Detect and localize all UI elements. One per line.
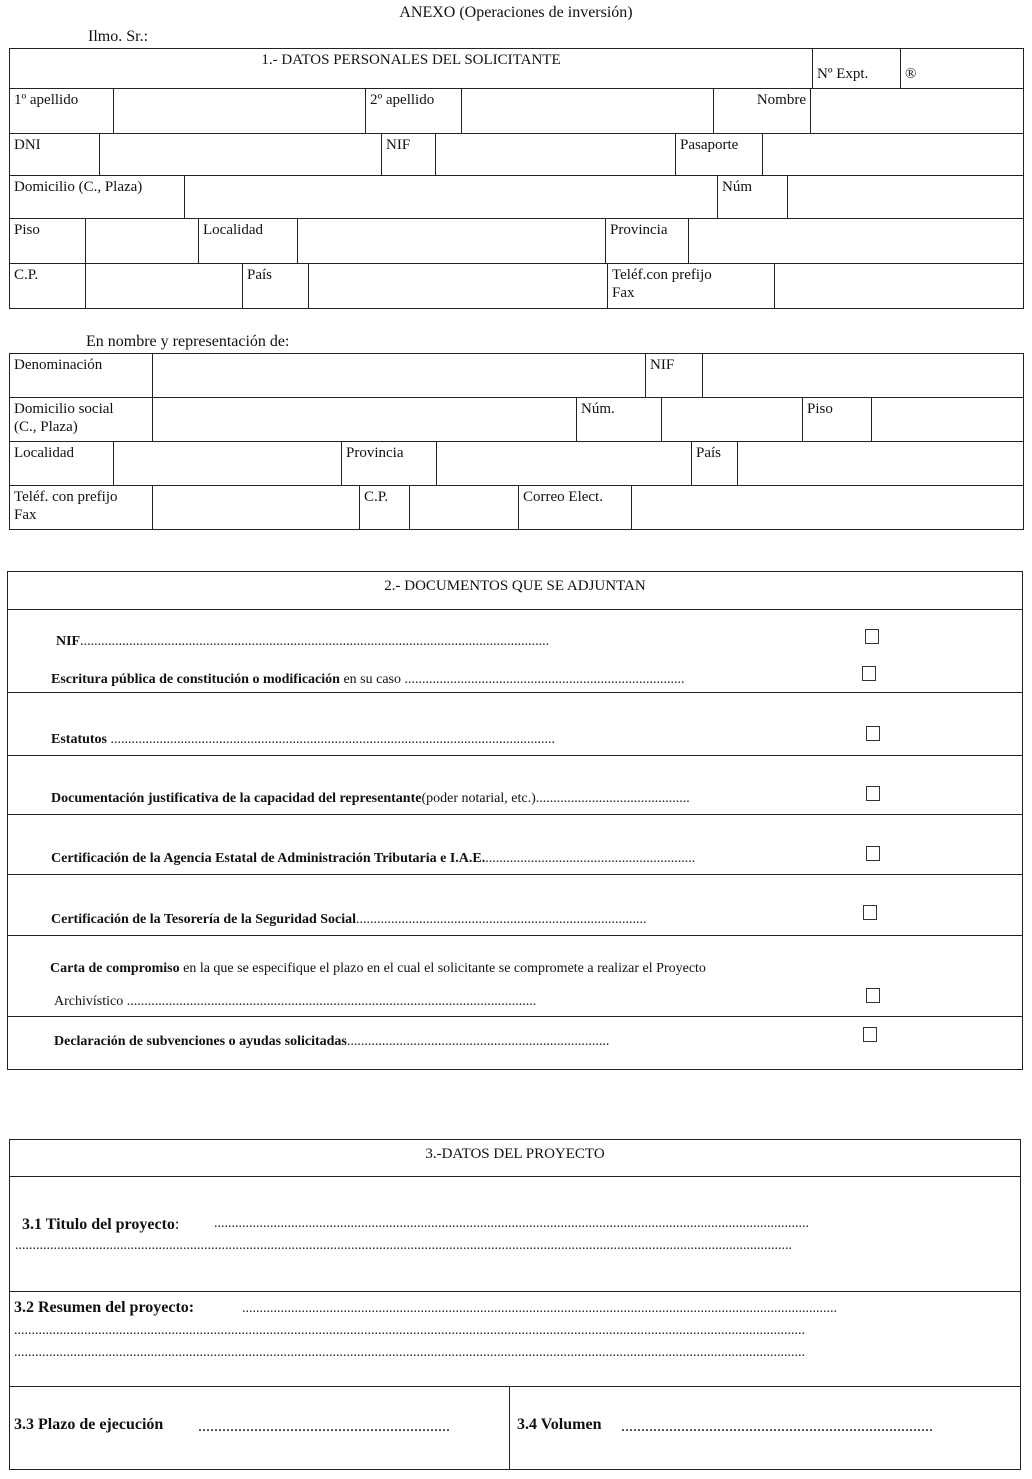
plazo-label: 3.3 Plazo de ejecución xyxy=(14,1416,164,1433)
divider xyxy=(7,874,1023,875)
checkbox-subvenciones[interactable] xyxy=(863,1027,877,1042)
telef-label xyxy=(608,264,775,309)
nif-label: NIF xyxy=(382,134,436,176)
leader-dots: ................................................................................ xyxy=(401,672,685,687)
resumen-dots-3[interactable]: .................................................................................................................................................................................................................................. xyxy=(14,1345,805,1360)
divider xyxy=(509,1386,510,1470)
domicilio-social-text: Domicilio social xyxy=(14,401,114,417)
leader-dots: ................................................................................... xyxy=(356,912,647,927)
doc-item-rest: (poder notarial, etc.) xyxy=(421,791,536,806)
denominacion-field[interactable] xyxy=(153,354,646,398)
checkbox-carta[interactable] xyxy=(866,988,880,1003)
dni-label: DNI xyxy=(10,134,100,176)
expt-label: Nº Expt. xyxy=(813,49,901,89)
apellido1-label: 1º apellido xyxy=(10,89,114,134)
rep-cp-field[interactable] xyxy=(410,486,519,530)
apellido2-label: 2º apellido xyxy=(366,89,462,134)
doc-item-carta-line2 xyxy=(54,994,844,1010)
resumen-dots-2[interactable]: .................................................................................................................................................................................................................................. xyxy=(14,1323,805,1338)
piso-label: Piso xyxy=(10,219,86,264)
divider xyxy=(7,755,1023,756)
rep-num-label: Núm. xyxy=(577,398,662,442)
rep-telef-field[interactable] xyxy=(153,486,360,530)
doc-item-agencia xyxy=(51,851,846,867)
leader-dots: ........................................................................... xyxy=(346,1034,610,1049)
plazo-dots[interactable]: ............................................................... xyxy=(198,1418,450,1435)
titulo-label: 3.1 Titulo del proyecto: xyxy=(22,1216,180,1233)
rep-piso-label: Piso xyxy=(803,398,872,442)
doc-item-capacidad xyxy=(51,791,843,807)
fax-text: Fax xyxy=(612,285,635,301)
rep-fax-text: Fax xyxy=(14,507,37,523)
rep-provincia-label: Provincia xyxy=(342,442,437,486)
rep-telef-text: Teléf. con prefijo xyxy=(14,489,118,505)
checkbox-tesoreria[interactable] xyxy=(863,905,877,920)
domicilio-social-text2: (C., Plaza) xyxy=(14,419,78,435)
rep-nif-label: NIF xyxy=(646,354,703,398)
doc-item-rest: en la que se especifique el plazo en el cual el solicitante se compromete a realizar el Proyecto xyxy=(179,961,706,976)
leader-dots: ............................................ xyxy=(535,791,690,806)
domicilio-field[interactable] xyxy=(185,176,718,219)
registered-mark: ® xyxy=(901,49,1024,89)
nif-field[interactable] xyxy=(436,134,676,176)
localidad-label: Localidad xyxy=(199,219,298,264)
doc-item-carta xyxy=(50,961,900,977)
doc-item-estatutos xyxy=(51,732,841,748)
doc-item-rest: en su caso xyxy=(339,672,401,687)
volumen-dots[interactable]: .............................................................................. xyxy=(621,1418,933,1435)
piso-field[interactable] xyxy=(86,219,199,264)
divider xyxy=(7,1016,1023,1017)
volumen-label: 3.4 Volumen xyxy=(517,1416,602,1433)
doc-item-label: Carta de compromiso xyxy=(50,961,180,976)
rep-piso-field[interactable] xyxy=(872,398,1024,442)
rep-cp-label: C.P. xyxy=(360,486,410,530)
divider xyxy=(7,814,1023,815)
section2-heading: 2.- DOCUMENTOS QUE SE ADJUNTAN xyxy=(384,578,646,594)
domicilio-label: Domicilio (C., Plaza) xyxy=(10,176,185,219)
divider xyxy=(7,935,1023,936)
representation-table-row3 xyxy=(9,441,1024,486)
titulo-label-text: 3.1 Titulo del proyecto xyxy=(22,1216,175,1233)
checkbox-agencia[interactable] xyxy=(866,846,880,861)
denominacion-label: Denominación xyxy=(10,354,153,398)
nombre-field[interactable] xyxy=(811,89,1024,134)
doc-item-escritura xyxy=(51,672,841,688)
rep-pais-label: País xyxy=(692,442,738,486)
pasaporte-label: Pasaporte xyxy=(676,134,763,176)
cp-row xyxy=(9,263,1024,309)
rep-localidad-field[interactable] xyxy=(114,442,342,486)
name-row xyxy=(9,88,1024,134)
representation-heading: En nombre y representación de: xyxy=(86,333,290,350)
divider xyxy=(7,609,1023,610)
leader-dots: ............................................................ xyxy=(485,851,696,866)
pasaporte-field[interactable] xyxy=(763,134,1024,176)
rep-telef-label xyxy=(10,486,153,530)
salutation: Ilmo. Sr.: xyxy=(88,28,149,45)
doc-item-label: Declaración de subvenciones o ayudas solicitadas xyxy=(54,1034,347,1049)
checkbox-escritura[interactable] xyxy=(862,666,876,681)
nombre-label: Nombre xyxy=(714,89,811,134)
representation-table-row2 xyxy=(9,397,1024,442)
provincia-label: Provincia xyxy=(606,219,689,264)
apellido2-field[interactable] xyxy=(462,89,714,134)
rep-localidad-label: Localidad xyxy=(10,442,114,486)
divider xyxy=(7,692,1023,693)
leader-dots: ...................................................................................................................................... xyxy=(80,634,550,649)
doc-item-rest: Archivístico xyxy=(54,994,124,1009)
divider xyxy=(9,1386,1021,1387)
telef-text: Teléf.con prefijo xyxy=(612,267,712,283)
provincia-field[interactable] xyxy=(689,219,1024,264)
doc-item-label: Certificación de la Tesorería de la Seguridad Social xyxy=(51,912,357,927)
divider xyxy=(9,1176,1021,1177)
titulo-dots-1[interactable]: .......................................................................................................................................................................... xyxy=(214,1216,809,1231)
checkbox-capacidad[interactable] xyxy=(866,786,880,801)
num-label: Núm xyxy=(718,176,788,219)
cp-field[interactable] xyxy=(86,264,243,309)
titulo-dots-2[interactable]: .............................................................................................................................................................................................................................. xyxy=(15,1238,792,1253)
doc-item-subvenciones xyxy=(54,1034,839,1050)
dni-field[interactable] xyxy=(100,134,382,176)
resumen-label: 3.2 Resumen del proyecto: xyxy=(14,1299,195,1316)
doc-item-label: Estatutos xyxy=(51,732,108,747)
cp-label: C.P. xyxy=(10,264,86,309)
doc-item-label: Documentación justificativa de la capacidad del representante xyxy=(51,791,422,806)
rep-provincia-field[interactable] xyxy=(437,442,692,486)
piso-row xyxy=(9,218,1024,264)
num-field[interactable] xyxy=(788,176,1024,219)
rep-num-field[interactable] xyxy=(662,398,803,442)
rep-correo-field[interactable] xyxy=(632,486,1024,530)
rep-pais-field[interactable] xyxy=(738,442,1024,486)
doc-item-label: Escritura pública de constitución o modificación xyxy=(51,672,340,687)
domicilio-social-label xyxy=(10,398,153,442)
section1-heading: 1.- DATOS PERSONALES DEL SOLICITANTE xyxy=(10,49,813,89)
checkbox-nif[interactable] xyxy=(865,629,879,644)
pais-label: País xyxy=(243,264,309,309)
doc-item-label: NIF xyxy=(56,634,81,649)
localidad-field[interactable] xyxy=(298,219,606,264)
doc-item-nif xyxy=(56,634,836,650)
telef-field[interactable] xyxy=(775,264,1024,309)
apellido1-field[interactable] xyxy=(114,89,366,134)
id-row xyxy=(9,133,1024,176)
doc-item-label: Certificación de la Agencia Estatal de Administración Tributaria e I.A.E. xyxy=(51,851,486,866)
doc-item-tesoreria xyxy=(51,912,846,928)
checkbox-estatutos[interactable] xyxy=(866,726,880,741)
rep-correo-label: Correo Elect. xyxy=(519,486,632,530)
pais-field[interactable] xyxy=(309,264,608,309)
leader-dots: ..................................................................................................................... xyxy=(123,994,537,1009)
leader-dots: ............................................................................................................................... xyxy=(107,732,556,747)
representation-table-row1 xyxy=(9,353,1024,398)
personal-data-table xyxy=(9,48,1024,89)
resumen-dots-1[interactable]: .......................................................................................................................................................................... xyxy=(242,1301,837,1316)
section3-heading: 3.-DATOS DEL PROYECTO xyxy=(425,1146,605,1162)
representation-table-row4 xyxy=(9,485,1024,530)
page-title: ANEXO (Operaciones de inversión) xyxy=(399,4,633,21)
rep-nif-field[interactable] xyxy=(703,354,1024,398)
domicilio-social-field[interactable] xyxy=(153,398,577,442)
divider xyxy=(9,1291,1021,1292)
domicilio-row xyxy=(9,175,1024,219)
